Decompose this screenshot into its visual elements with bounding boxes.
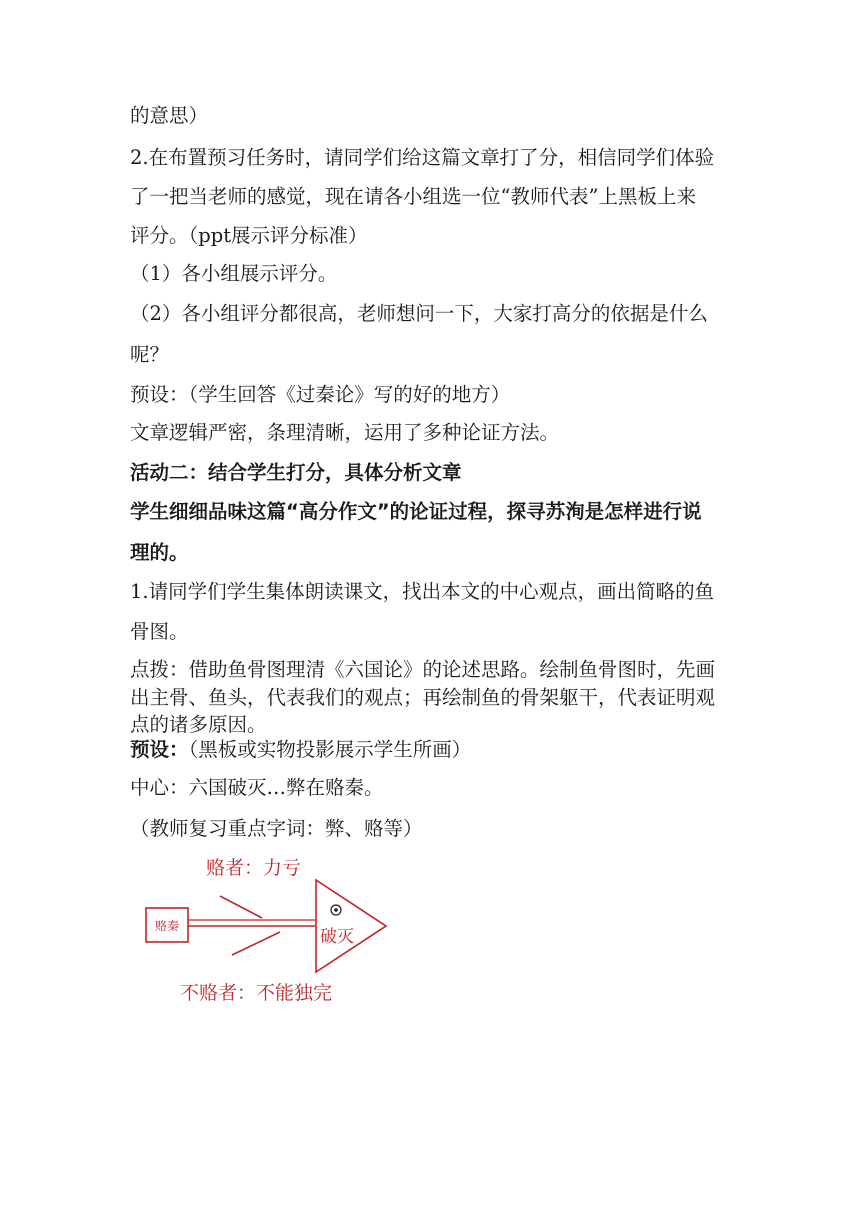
bottom-branch-label: 不赂者：不能独完 [180,982,333,1004]
text-line: 骨图。 [130,620,189,643]
bottom-branch [232,932,280,955]
text-line: （2）各小组评分都很高，老师想问一下，大家打高分的依据是什么 [130,302,708,325]
text-line: 2.在布置预习任务时，请同学们给这篇文章打了分，相信同学们体验 [130,146,715,169]
text-line: 出主骨、鱼头，代表我们的观点；再绘制鱼的骨架躯干，代表证明观 [130,686,716,709]
text-line: 点拨：借助鱼骨图理清《六国论》的论述思路。绘制鱼骨图时，先画 [130,658,716,681]
section-heading: 活动二：结合学生打分，具体分析文章 [130,461,462,484]
top-branch-label: 赂者：力亏 [206,857,302,879]
text-line: 点的诸多原因。 [130,713,267,736]
bold-text-line: 理的。 [130,541,189,564]
text-line: 了一把当老师的感觉，现在请各小组选一位“教师代表”上黑板上来 [130,185,696,208]
fishbone-drawing [140,850,400,1010]
head-triangle [316,880,386,972]
eye-pupil [334,908,338,912]
text-line: （1）各小组展示评分。 [130,262,338,285]
text-line: （教师复习重点字词：弊、赂等） [130,817,423,840]
head-label: 破灭 [320,927,354,947]
text-line: 1.请同学们学生集体朗读课文，找出本文的中心观点，画出简略的鱼 [130,580,715,603]
top-branch [220,896,262,918]
fishbone-diagram [140,850,400,1010]
text-line [130,740,471,760]
text-line: 预设：（学生回答《过秦论》写的好的地方） [130,383,511,406]
text-line: 文章逻辑严密，条理清晰，运用了多种论证方法。 [130,421,560,444]
preset-text: （黑板或实物投影展示学生所画） [188,738,472,761]
tail-label: 赂秦 [154,919,180,933]
bold-text-line: 学生细细品味这篇“高分作文”的论证过程，探寻苏洵是怎样进行说 [130,500,702,523]
text-line: 中心：六国破灭…弊在赂秦。 [130,776,384,799]
preset-label: 预设： [130,738,189,761]
text-line: 评分。（ppt展示评分标准） [130,224,368,247]
text-line: 呢？ [130,343,170,366]
text-line: 的意思） [130,104,209,127]
